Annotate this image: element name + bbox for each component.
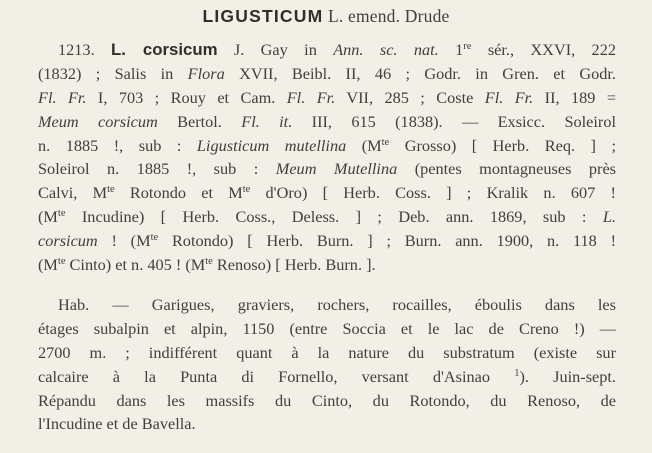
text-line: (1832) ; Salis in Flora XVII, Beibl. II, 46 ; Godr. in Gren. et Godr. bbox=[38, 63, 616, 83]
text-line: Meum corsicum Bertol. Fl. it. III, 615 (1838). — Exsicc. Soleirol bbox=[38, 111, 617, 131]
text-line: 1213. L. corsicum J. Gay in Ann. sc. nat. 1re sér., XXVI, 222 bbox=[58, 40, 616, 59]
text-line: l'Incudine et de Bavella. bbox=[38, 414, 196, 434]
text-line: Calvi, $M^{te}$ Rotondo et $M^{te}$ d'Oro) [ Herb. Coss. ] ; Kralik n. 607 ! bbox=[38, 183, 616, 203]
text-line: ($M^{te}$ Incudine) [ Herb. Coss., Deless. ] ; Deb. ann. 1869, sub : L. bbox=[38, 207, 616, 227]
text-line: ($M^{te}$ Cinto) et n. 405 ! ($M^{te}$ Renoso) [ Herb. Burn. ]. bbox=[38, 255, 376, 275]
text-line: Soleirol n. 1885 !, sub : Meum Mutellina (pentes montagneuses près bbox=[38, 159, 617, 179]
running-header bbox=[0, 6, 652, 27]
text-line: Répandu dans les massifs du Cinto, du Rotondo, du Renoso, de bbox=[38, 390, 616, 410]
text-line: 2700 m. ; indifférent quant à la nature du substratum (existe sur bbox=[38, 342, 616, 362]
text-line: calcaire à la Punta di Fornello, versant d'Asinao $^1$). Juin-sept. bbox=[38, 366, 616, 386]
genus-authority: L. emend. Drude bbox=[327, 6, 450, 26]
synonymy-paragraph bbox=[38, 38, 616, 277]
footnote-marker: 1 bbox=[514, 367, 520, 379]
habitat-paragraph bbox=[38, 293, 616, 436]
text-line: Fl. Fr. I, 703 ; Rouy et Cam. Fl. Fr. VII, 285 ; Coste Fl. Fr. II, 189 = bbox=[38, 87, 617, 107]
genus-heading: LIGUSTICUM bbox=[202, 6, 324, 26]
entry-number: 1213. bbox=[58, 40, 95, 59]
text-line: étages subalpin et alpin, 1150 (entre Soccia et le lac de Creno !) — bbox=[38, 318, 616, 338]
text-line: n. 1885 !, sub : Ligusticum mutellina ($M^{te}$ Grosso) [ Herb. Req. ] ; bbox=[38, 135, 616, 155]
species-name: L. corsicum bbox=[111, 40, 218, 59]
text-line: Hab. — Garigues, graviers, rochers, rocailles, éboulis dans les bbox=[58, 295, 616, 314]
text-line: corsicum ! ($M^{te}$ Rotondo) [ Herb. Burn. ] ; Burn. ann. 1900, n. 118 ! bbox=[38, 231, 616, 251]
